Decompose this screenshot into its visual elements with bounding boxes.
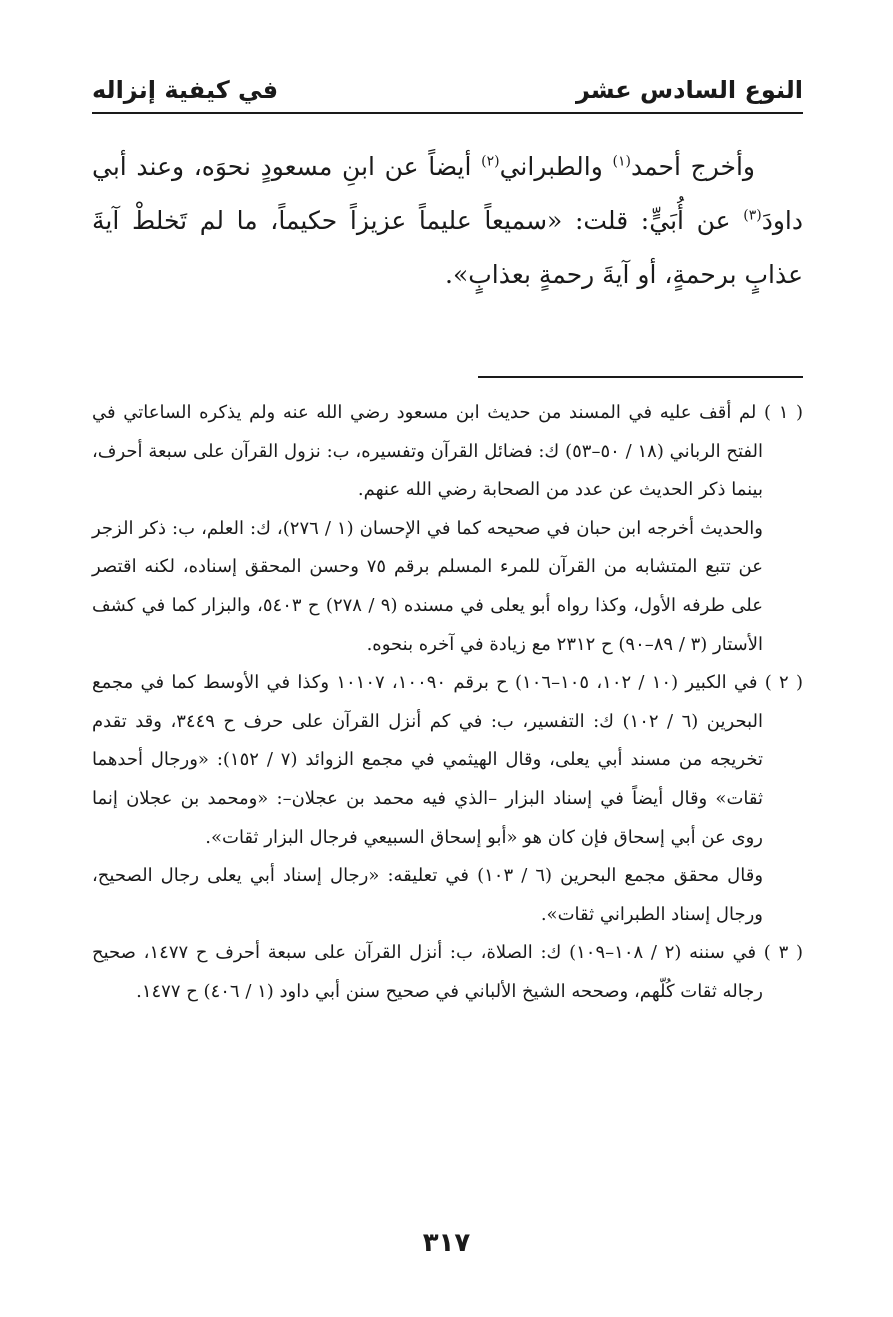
footnote-ref-1[interactable]: (١) — [612, 153, 631, 170]
main-paragraph — [92, 140, 803, 302]
footnote-1-number: ( ١ ) — [764, 402, 803, 423]
footnote-1 — [92, 394, 803, 510]
chapter-title: النوع السادس عشر — [575, 76, 803, 104]
main-text-part-3: أيضاً عن ابنِ مسعودٍ نحوَه، وعند أبي داودَ — [92, 152, 803, 235]
footnotes — [92, 394, 803, 1012]
main-text-part-4: عن أُبَيٍّ: قلت: «سميعاً عليماً عزيزاً حكيماً، ما لم تَخلطْ آيةَ عذابٍ برحمةٍ، أو آيةَ رحمةٍ بعذابٍ». — [92, 206, 803, 289]
footnote-1-continuation: والحديث أخرجه ابن حبان في صحيحه كما في الإحسان (١ / ٢٧٦)، ك: العلم، ب: ذكر الزجر عن تتبع المتشابه من القرآن للمرء المسلم برقم ٧٥ وحسن المحقق إسناده، لكنه اقتصر على طرفه الأول، وكذا رواه أبو يعلى في مسنده (٩ / ٢٧٨) ح ٥٤٠٣، والبزار كما في كشف الأستار (٣ / ٨٩–٩٠) ح ٢٣١٢ مع زيادة في آخره بنحوه. — [92, 517, 764, 655]
footnote-2 — [92, 664, 803, 857]
footnote-2-text: في الكبير (١٠ / ١٠٢، ١٠٥–١٠٦) ح برقم ١٠٠٩٠، ١٠١٠٧ وكذا في الأوسط كما في مجمع البحرين (٦ / ١٠٢) ك: التفسير، ب: في كم أنزل القرآن على حرف ح ٣٤٤٩، وقد تقدم تخريجه من مسند أبي يعلى، وقال الهيثمي في مجمع الزوائد (٧ / ١٥٢): «ورجال أحدهما ثقات» وقال أيضاً في إسناد البزار –الذي فيه محمد بن عجلان–: «ومحمد بن عجلان إنما روى عن أبي إسحاق فإن كان هو «أبو إسحاق السبيعي فرجال البزار ثقات». — [92, 672, 763, 848]
running-header — [92, 70, 803, 114]
footnote-separator — [478, 376, 803, 378]
main-text — [92, 140, 803, 302]
footnote-ref-2[interactable]: (٢) — [481, 153, 500, 170]
footnote-ref-3[interactable]: (٣) — [743, 207, 762, 224]
footnote-3 — [92, 934, 803, 1011]
footnote-1-text: لم أقف عليه في المسند من حديث ابن مسعود رضي الله عنه ولم يذكره الساعاتي في الفتح الرباني (١٨ / ٥٠–٥٣) ك: فضائل القرآن وتفسيره، ب: نزول القرآن على سبعة أحرف، بينما ذكر الحديث عن عدد من الصحابة رضي الله عنهم. — [92, 402, 764, 501]
footnote-2-continuation: وقال محقق مجمع البحرين (٦ / ١٠٣) في تعليقه: «رجال إسناد أبي يعلى رجال الصحيح، ورجال إسناد الطبراني ثقات». — [92, 865, 764, 925]
footnote-2-number: ( ٢ ) — [764, 672, 804, 694]
footnote-3-number: ( ٣ ) — [763, 942, 803, 964]
main-text-part-2: والطبراني — [499, 152, 613, 181]
page-number: ٣١٧ — [422, 1228, 471, 1258]
footnote-3-text: في سننه (٢ / ١٠٨–١٠٩) ك: الصلاة، ب: أنزل القرآن على سبعة أحرف ح ١٤٧٧، صحيح رجاله ثقات كُلّهم، وصححه الشيخ الألباني في صحيح سنن أبي داود (١ / ٤٠٦) ح ١٤٧٧. — [92, 942, 763, 1002]
main-text-part-1: وأخرج أحمد — [630, 152, 755, 181]
section-title: في كيفية إنزاله — [92, 76, 279, 104]
